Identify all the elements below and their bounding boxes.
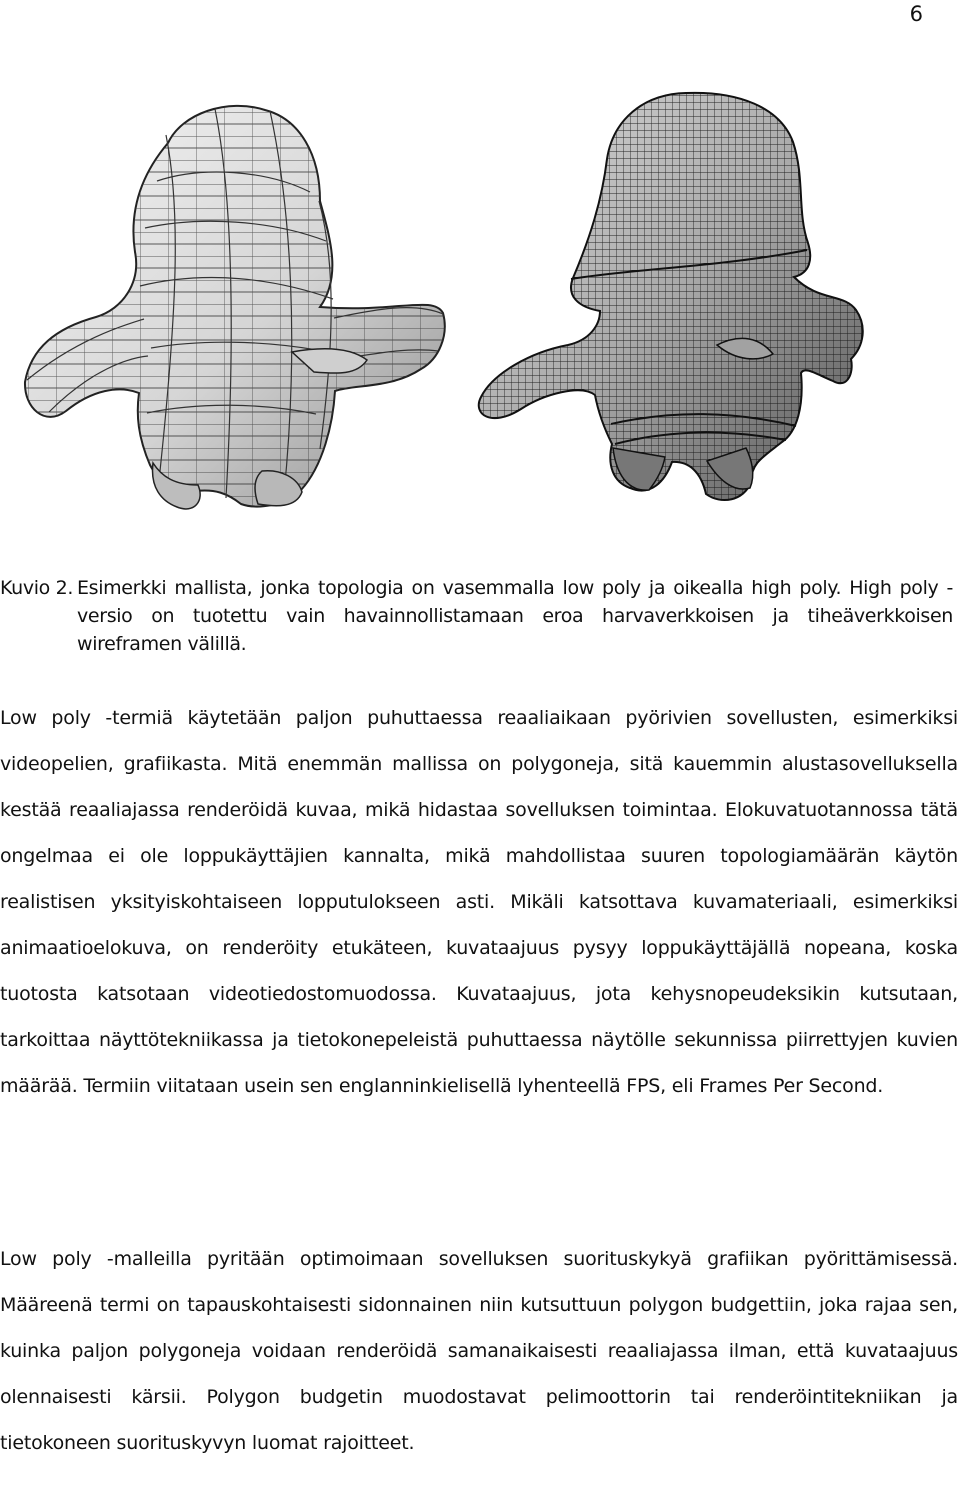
figure-caption-label: Kuvio 2. — [0, 577, 74, 599]
high-poly-model — [479, 93, 863, 500]
body-paragraph-2: Low poly -malleilla pyritään optimoimaan sovelluksen suorituskykyä grafiikan pyörittämisessä. Määreenä termi on tapauskohtaisesti sidonnainen niin kutsuttuun polygon budgettiin, joka rajaa sen, kuinka paljon polygoneja voidaan renderöidä samanaikaisesti reaaliajassa ilman, että kuvataajuus olennaisesti kärsii. Polygon budgetin muodostavat pelimoottorin tai renderöintitekniikan ja tietokoneen suorituskyvyn luomat rajoitteet. — [0, 1248, 958, 1454]
body-paragraph-1: Low poly -termiä käytetään paljon puhuttaessa reaaliaikaan pyörivien sovellusten, esimerkiksi videopelien, grafiikasta. Mitä enemmän mallissa on polygoneja, sitä kauemmin alustasovelluksella kestää reaaliajassa renderöidä kuvaa, mikä hidastaa sovelluksen toimintaa. Elokuvatuotannossa tätä ongelmaa ei ole loppukäyttäjien kannalta, mikä mahdollistaa suuren topologiamäärän käytön realistisen yksityiskohtaiseen lopputulokseen asti. Mikäli katsottava kuvamateriaali, esimerkiksi animaatioelokuva, on renderöity etukäteen, kuvataajuus pysyy loppukäyttäjällä nopeana, koska tuotosta katsotaan videotiedostomuodossa. Kuvataajuus, jota kehysnopeudeksikin kutsutaan, tarkoittaa näyttötekniikassa ja tietokonepeleistä puhuttaessa näytölle sekunnissa piirrettyjen kuvien määrää. Termiin viitataan usein sen englanninkielisellä lyhenteellä FPS, eli Frames Per Second. — [0, 707, 958, 1097]
figure-caption — [0, 574, 960, 658]
page-number: 6 — [909, 2, 923, 26]
figure-low-high-poly-models — [0, 88, 960, 558]
low-poly-model — [25, 106, 445, 509]
figure-caption-text: Esimerkki mallista, jonka topologia on vasemmalla low poly ja oikealla high poly. High poly -versio on tuotettu vain havainnollistamaan eroa harvaverkkoisen ja tiheäverkkoisen wireframen välillä. — [77, 577, 953, 655]
